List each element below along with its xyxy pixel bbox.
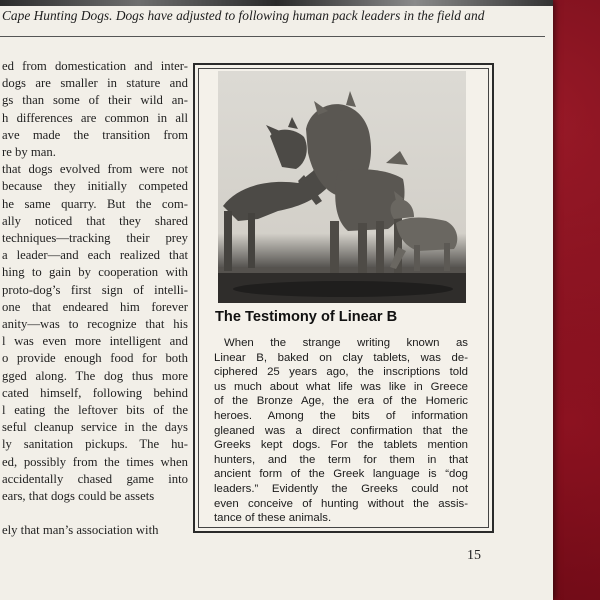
sidebar-text-line: gleaned was a direct confirmation that the	[214, 424, 468, 437]
text-line: techniques—tracking their prey	[2, 231, 188, 246]
sidebar-text-line: leaders.” Evidently the Greeks could not	[214, 482, 468, 495]
text-line: anity—was to recognize that his	[2, 317, 188, 332]
sidebar-text-line: Linear B, baked on clay tablets, was de-	[214, 351, 468, 364]
sidebar-text-line: hunters, and the term for them in that	[214, 453, 468, 466]
top-photo-edge	[0, 0, 553, 6]
text-line: ly sanitation pickups. The hu-	[2, 437, 188, 452]
text-line: ed, possibly from the times when	[2, 454, 188, 469]
bronze-dogs-sculpture-image	[218, 71, 466, 303]
sidebar-heading: The Testimony of Linear B	[215, 309, 398, 325]
photo-caption: Cape Hunting Dogs. Dogs have adjusted to following human pack leaders in the field and	[2, 8, 485, 23]
left-text-column	[2, 58, 188, 539]
sidebar-text-line: When the strange writing known as	[224, 337, 468, 349]
text-line: re by man.	[2, 145, 56, 160]
text-line: accidentally chased game into	[2, 471, 188, 486]
page-number: 15	[467, 548, 481, 563]
sidebar-text-line: us much about what life was like in Greece	[214, 380, 468, 393]
text-line: ave made the transition from	[2, 127, 188, 142]
text-line: ally noticed that they shared	[2, 213, 188, 228]
text-line: because they initially competed	[2, 179, 188, 194]
sidebar-text-line: Greeks kept dogs. For the tablets mention	[214, 439, 468, 452]
sidebar-text-line: tance of these animals.	[214, 512, 332, 525]
text-line: l eating the leftover bits of the	[2, 403, 188, 418]
sidebar-text-line: even conceive of hunting without the assis-	[214, 497, 468, 510]
text-line: cated himself, following behind	[2, 385, 188, 400]
text-line: hing to gain by cooperation with	[2, 265, 188, 280]
text-line: ely that man’s association with	[2, 523, 159, 538]
text-line: that dogs evolved from were not	[2, 162, 188, 177]
text-line: l was even more intelligent and	[2, 334, 188, 349]
sidebar-body-text	[214, 336, 468, 526]
caption-divider	[0, 36, 545, 37]
paragraph-gap	[2, 505, 188, 522]
text-line: gs than some of their wild an-	[2, 93, 188, 108]
text-line: he same quarry. But the com-	[2, 196, 188, 211]
sculpture-photo	[218, 71, 466, 303]
text-line: one that endeared him forever	[2, 299, 188, 314]
sidebar-text-line: of the Bronze Age, the era of the Homeric	[214, 395, 468, 408]
text-line: o provide enough food for both	[2, 351, 188, 366]
text-line: proto-dog’s first sign of intelli-	[2, 282, 188, 297]
text-line: dogs are smaller in stature and	[2, 76, 188, 91]
text-line: ed from domestication and inter-	[2, 59, 188, 73]
sidebar-text-line: ciphered 25 years ago, the inscriptions told	[214, 366, 468, 379]
text-line: h differences are common in all	[2, 110, 188, 125]
text-line: a leader—and each realized that	[2, 248, 188, 263]
text-line: ears, that dogs could be assets	[2, 489, 155, 504]
text-line: seful cleanup service in the days	[2, 420, 188, 435]
sidebar-text-line: ancient form of the Greek language is “dog	[214, 468, 468, 481]
text-line: gged along. The dog thus more	[2, 368, 188, 383]
sidebar-text-line: heroes. Among the bits of information	[214, 409, 468, 422]
